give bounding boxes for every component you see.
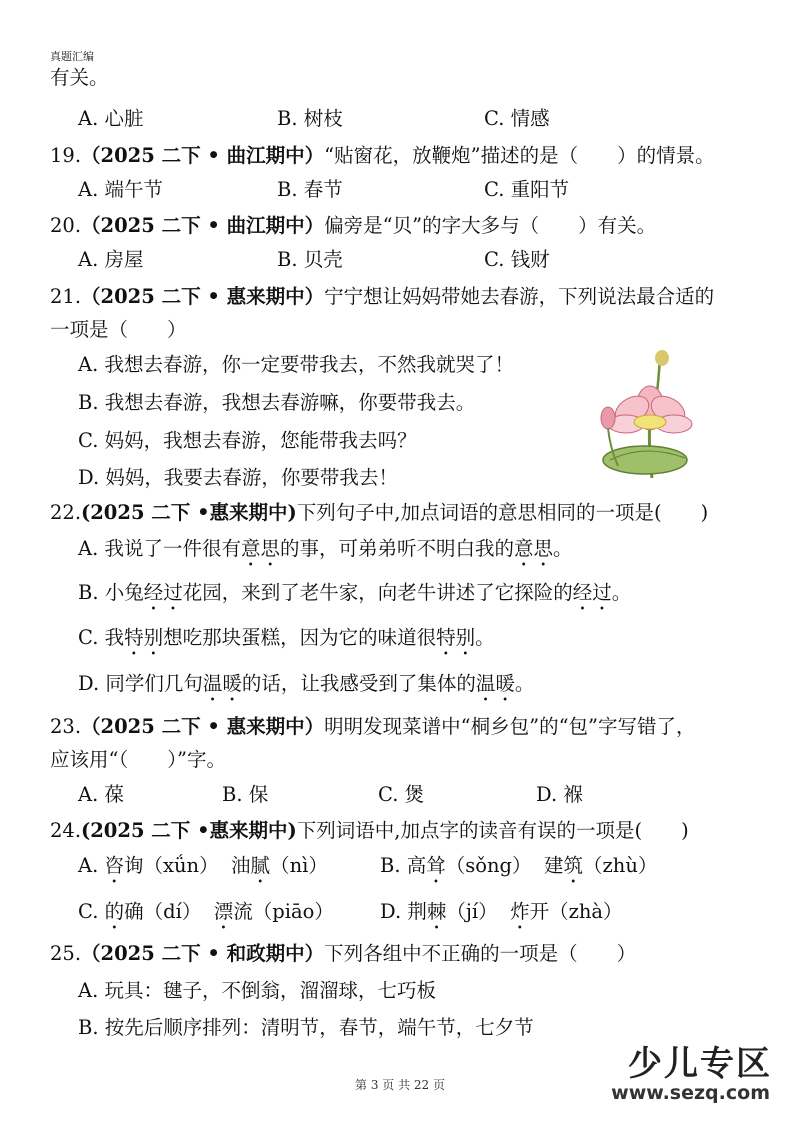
question-source: （2025 二下 • 曲江期中） <box>81 144 325 167</box>
question-21-continued: 一项是（ ） <box>50 318 187 341</box>
q24-option-b: B. 高耸（sǒng） 建筑（zhù） <box>380 854 658 877</box>
q25-option-a: A. 玩具：毽子，不倒翁，溜溜球，七巧板 <box>78 979 436 1002</box>
page-footer: 第 3 页 共 22 页 <box>355 1078 445 1092</box>
q20-option-b: B. 贝壳 <box>277 248 343 271</box>
question-19: 19.（2025 二下 • 曲江期中）“贴窗花，放鞭炮”描述的是（ ）的情景。 <box>50 144 715 167</box>
q24-option-c: C. 的确（dí） 漂流（piāo） <box>78 900 334 923</box>
q19-option-b: B. 春节 <box>277 178 343 201</box>
question-21: 21.（2025 二下 • 惠来期中）宁宁想让妈妈带她去春游，下列说法最合适的 <box>50 285 715 308</box>
question-source: （2025 二下 • 惠来期中） <box>81 285 325 308</box>
q20-option-a: A. 房屋 <box>78 248 144 271</box>
q22-option-c: C. 我特别想吃那块蛋糕，因为它的味道很特别。 <box>78 626 495 649</box>
q18-option-c: C. 情感 <box>484 107 550 130</box>
question-25: 25.（2025 二下 • 和政期中）下列各组中不正确的一项是（ ） <box>50 942 637 965</box>
q21-option-c: C. 妈妈，我想去春游，您能带我去吗？ <box>78 429 417 452</box>
q23-option-a: A. 葆 <box>78 783 124 806</box>
q22-option-a: A. 我说了一件很有意思的事，可弟弟听不明白我的意思。 <box>78 537 573 560</box>
question-20: 20.（2025 二下 • 曲江期中）偏旁是“贝”的字大多与（ ）有关。 <box>50 214 657 237</box>
q21-option-b: B. 我想去春游，我想去春游嘛，你要带我去。 <box>78 391 476 414</box>
q18-option-a: A. 心脏 <box>78 107 144 130</box>
q22-option-d: D. 同学们几句温暖的话，让我感受到了集体的温暖。 <box>78 672 535 695</box>
q21-option-a: A. 我想去春游，你一定要带我去，不然我就哭了！ <box>78 353 514 376</box>
question-source: （2025 二下 • 和政期中） <box>81 942 325 965</box>
q19-option-c: C. 重阳节 <box>484 178 570 201</box>
q18-option-b: B. 树枝 <box>277 107 343 130</box>
question-source: （2025 二下 • 曲江期中） <box>81 214 325 237</box>
q23-option-b: B. 保 <box>222 783 269 806</box>
q24-option-a: A. 咨询（xǘn） 油腻（nì） <box>78 854 328 877</box>
document-header: 真题汇编 <box>50 50 94 63</box>
question-source: (2025 二下 •惠来期中) <box>81 819 297 842</box>
question-22: 22.(2025 二下 •惠来期中)下列句子中,加点词语的意思相同的一项是( ) <box>50 501 709 524</box>
q24-option-d: D. 荆棘（jí） 炸开（zhà） <box>380 900 623 923</box>
q25-option-b: B. 按先后顺序排列：清明节，春节，端午节，七夕节 <box>78 1016 534 1039</box>
q23-option-c: C. 煲 <box>378 783 425 806</box>
continuation-text: 有关。 <box>50 66 109 89</box>
lotus-illustration <box>590 348 700 483</box>
q19-option-a: A. 端午节 <box>78 178 163 201</box>
q22-option-b: B. 小兔经过花园，来到了老牛家，向老牛讲述了它探险的经过。 <box>78 581 632 604</box>
question-source: （2025 二下 • 惠来期中） <box>81 715 325 738</box>
q20-option-c: C. 钱财 <box>484 248 550 271</box>
question-23-continued: 应该用“（ ）”字。 <box>50 748 226 771</box>
question-23: 23.（2025 二下 • 惠来期中）明明发现菜谱中“桐乡包”的“包”字写错了， <box>50 715 696 738</box>
q21-option-d: D. 妈妈，我要去春游，你要带我去！ <box>78 466 398 489</box>
question-source: (2025 二下 •惠来期中) <box>81 501 297 524</box>
brand-logo: 少儿专区 <box>628 1044 772 1084</box>
q23-option-d: D. 褓 <box>536 783 583 806</box>
question-24: 24.(2025 二下 •惠来期中)下列词语中,加点字的读音有误的一项是( ) <box>50 819 689 842</box>
brand-url: www.sezq.com <box>611 1082 770 1104</box>
